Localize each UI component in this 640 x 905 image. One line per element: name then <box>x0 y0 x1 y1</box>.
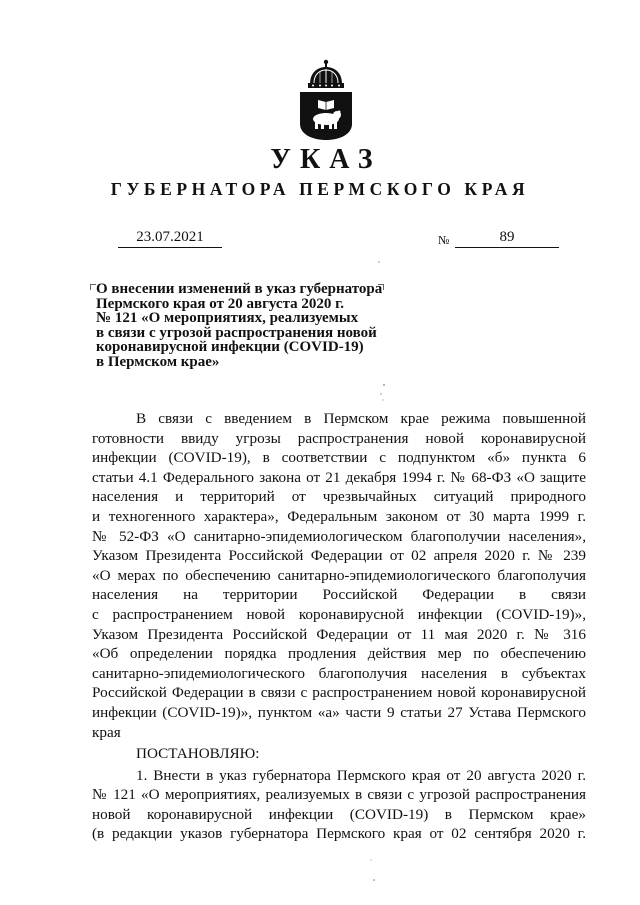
decree-heading <box>96 282 396 370</box>
document-subtitle: ГУБЕРНАТОРА ПЕРМСКОГО КРАЯ <box>110 179 530 199</box>
decree-number: 89 <box>455 229 559 248</box>
coat-of-arms-icon <box>298 58 354 142</box>
body-line: готовности ввиду угрозы распространения новой коронавирусной <box>92 429 586 447</box>
document-title: УКАЗ <box>270 144 382 175</box>
body-line: «О мерах по обеспечению санитарно-эпидемиологического благополучия <box>92 566 586 584</box>
body-line: Указом Президента Российской Федерации от 02 апреля 2020 г. № 239 <box>92 547 586 565</box>
body-line: В связи с введением в Пермском крае режима повышенной <box>136 410 586 427</box>
number-sign: № <box>438 233 450 247</box>
body-line: «Об определении порядка продления действия мер по обеспечению <box>92 645 586 663</box>
decree-word: ПОСТАНОВЛЯЮ: <box>136 745 260 763</box>
heading-line: в связи с угрозой распространения новой <box>96 324 377 341</box>
body-line: статьи 4.1 Федерального закона от 21 декабря 1994 г. № 68-ФЗ «О защите <box>92 468 586 486</box>
heading-line: Пермского края от 20 августа 2020 г. <box>96 295 344 312</box>
body-line: Российской Федерации в связи с распространением новой коронавирусной <box>92 684 586 702</box>
body-line: с распространением новой коронавирусной инфекции (COVID-19)», <box>92 605 586 623</box>
body-line: края <box>92 723 121 741</box>
item-line: 1. Внести в указ губернатора Пермского края от 20 августа 2020 г. <box>136 766 586 784</box>
item-line: № 121 «О мероприятиях, реализуемых в связи с угрозой распространения <box>92 786 586 804</box>
body-line: санитарно-эпидемиологического благополучия населения в субъектах <box>92 664 586 682</box>
body-line: инфекции (COVID-19)», пунктом «а» части 9 статьи 27 Устава Пермского <box>92 703 586 721</box>
body-line: и техногенного характера», Федеральным законом от 30 марта 1999 г. <box>92 507 586 525</box>
heading-line: № 121 «О мероприятиях, реализуемых <box>96 310 359 327</box>
body-line: населения и территорий от чрезвычайных ситуаций природного <box>92 488 586 506</box>
item-line: новой коронавирусной инфекции (COVID-19) в Пермском крае» <box>92 805 586 823</box>
decree-date: 23.07.2021 <box>118 229 222 248</box>
body-line: населения на территории Российской Федерации в связи <box>92 586 586 604</box>
body-line: Указом Президента Российской Федерации от 11 мая 2020 г. № 316 <box>92 625 586 643</box>
item-line: (в редакции указов губернатора Пермского края от 02 сентября 2020 г. <box>92 825 586 843</box>
heading-line: в Пермском крае» <box>96 353 220 370</box>
body-line: № 52-ФЗ «О санитарно-эпидемиологическом благополучии населения», <box>92 527 586 545</box>
heading-line: О внесении изменений в указ губернатора <box>96 281 383 297</box>
heading-line: коронавирусной инфекции (COVID-19) <box>96 339 364 356</box>
decree-body <box>92 409 586 844</box>
crown-icon <box>308 60 344 88</box>
body-line: инфекции (COVID-19), в соответствии с подпунктом «б» пункта 6 <box>92 449 586 467</box>
